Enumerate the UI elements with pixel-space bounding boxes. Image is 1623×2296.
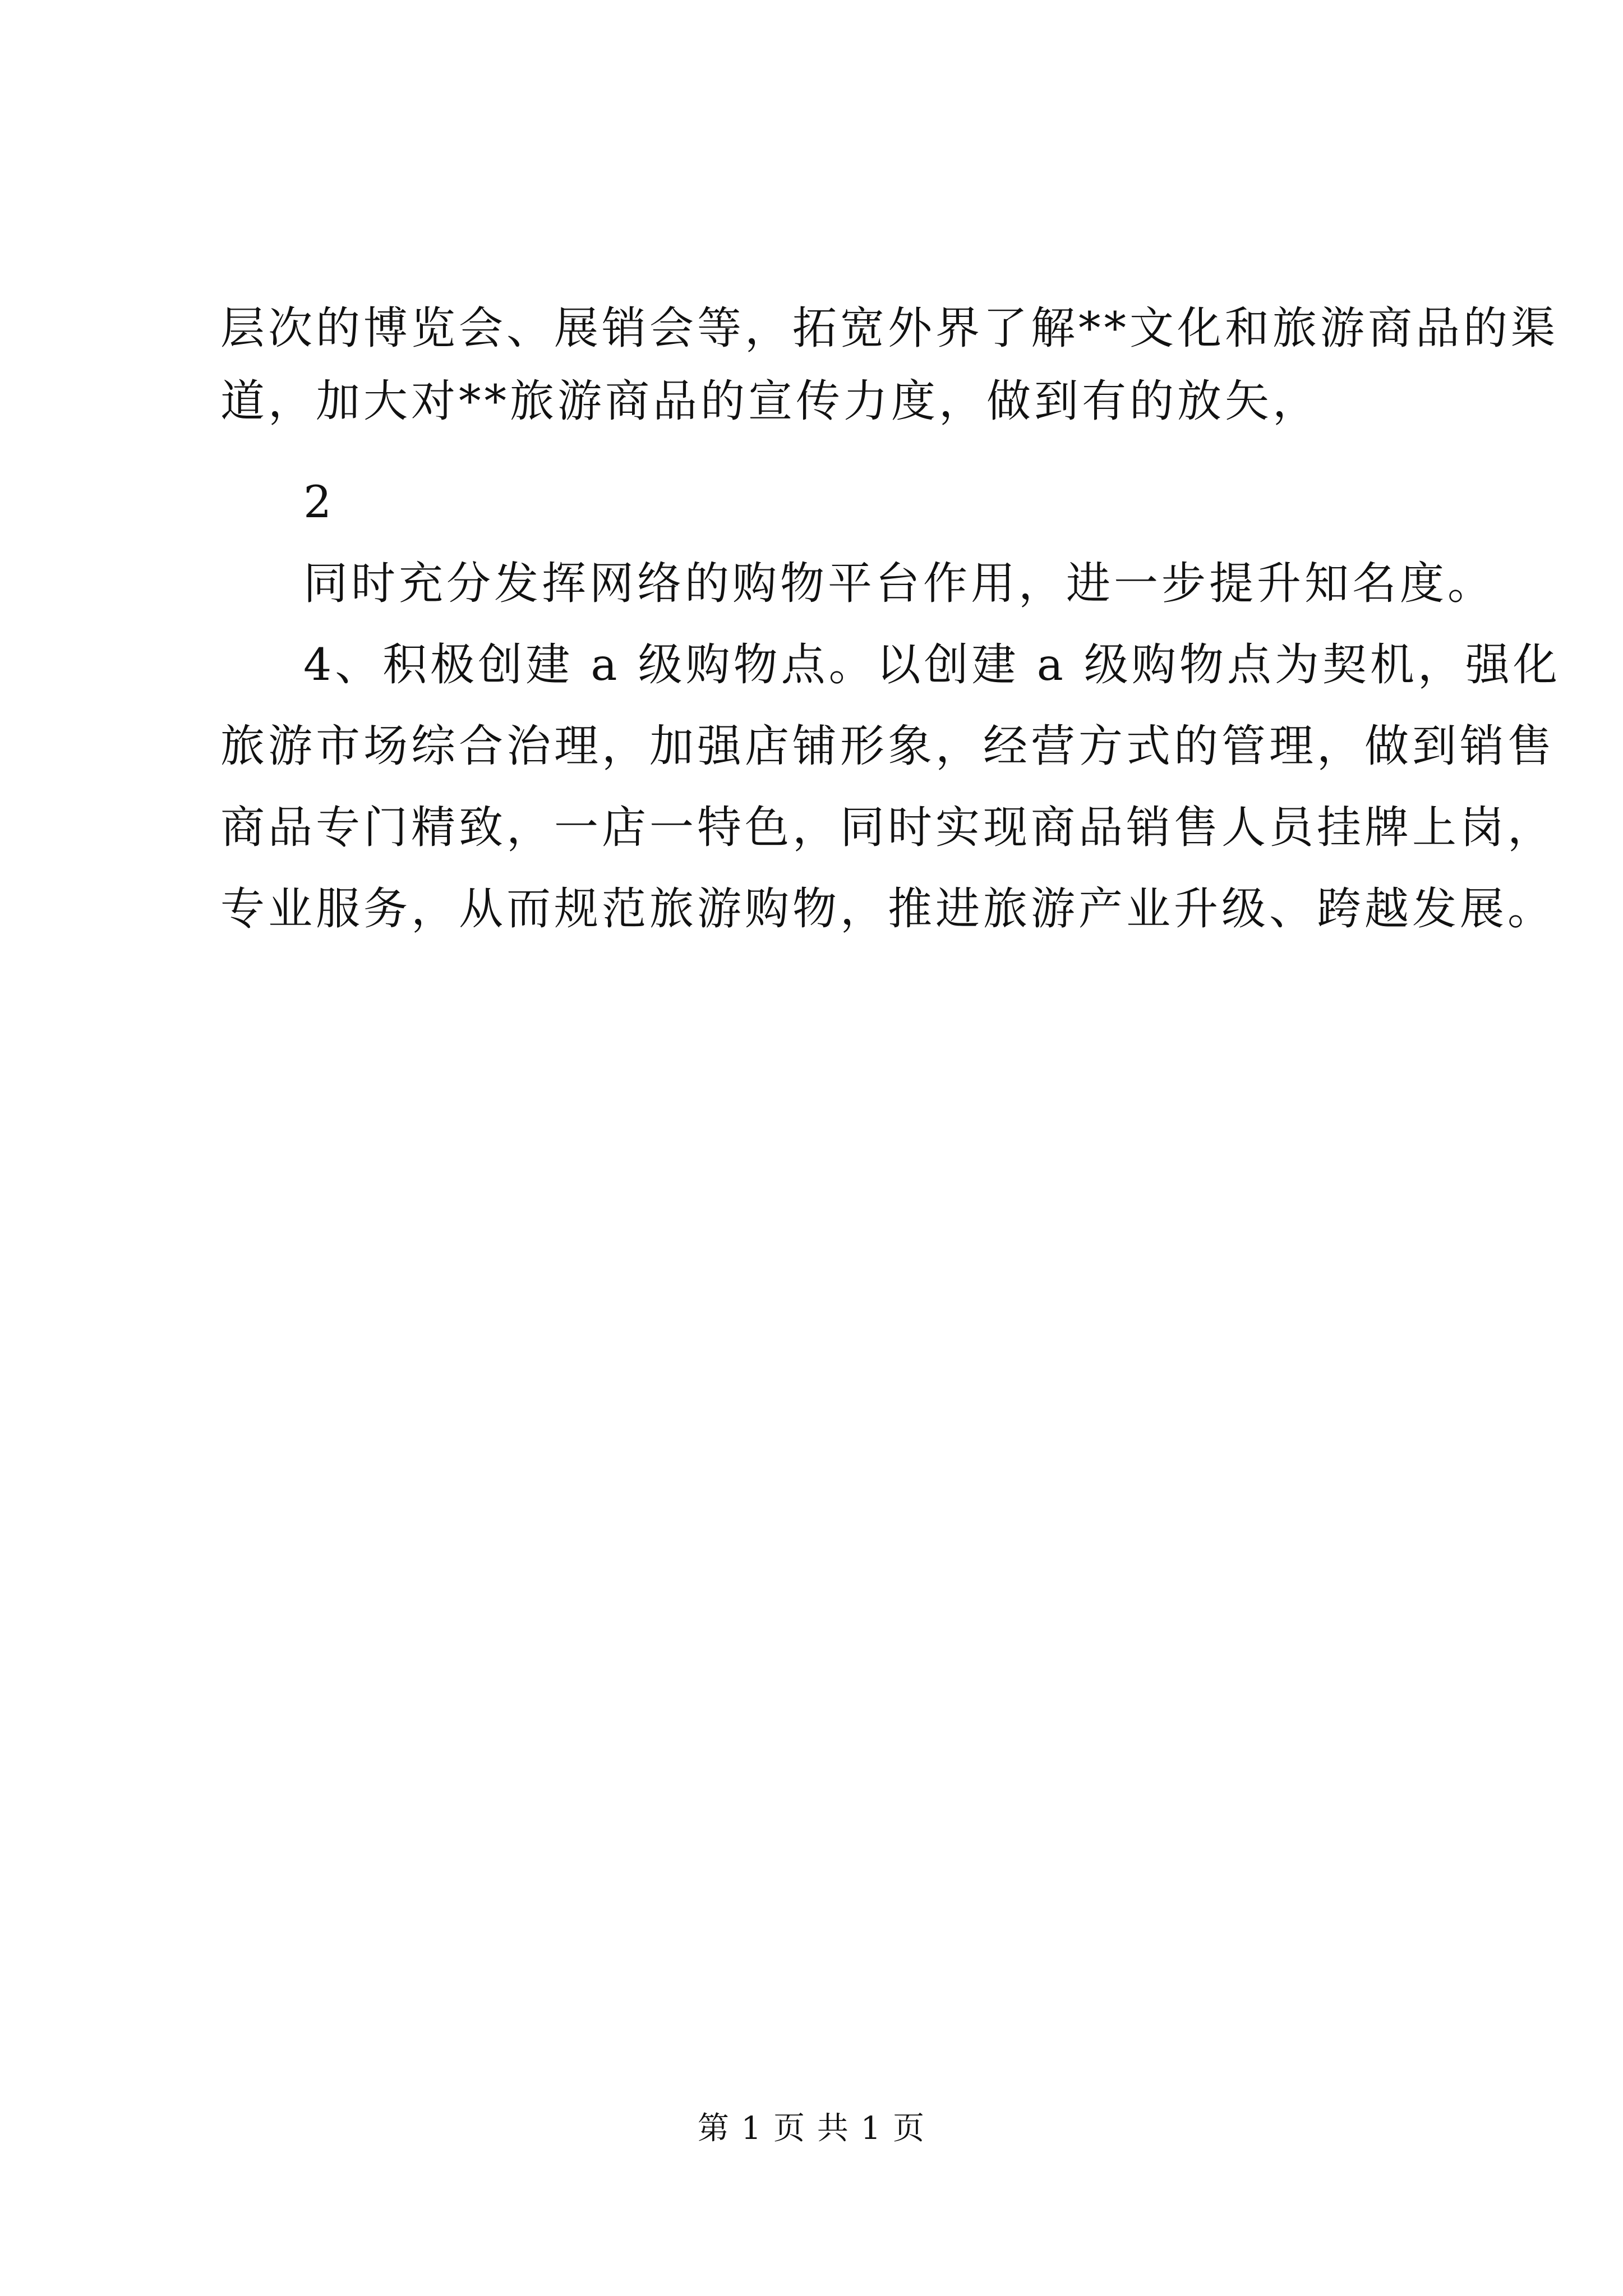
paragraph-line: 同时充分发挥网络的购物平台作用，进一步提升知名度。 xyxy=(303,558,1495,609)
page-footer: 第 1 页 共 1 页 xyxy=(697,2110,926,2147)
paragraph-line: 商品专门精致，一店一特色，同时实现商品销售人员挂牌上岗， xyxy=(220,802,1555,853)
paragraph-line: 层次的博览会、展销会等，拓宽外界了解**文化和旅游商品的渠 xyxy=(220,302,1559,354)
paragraph-line: 道，加大对**旅游商品的宣传力度，做到有的放矢， xyxy=(220,375,1320,427)
paragraph-line: 旅游市场综合治理，加强店铺形象，经营方式的管理，做到销售 xyxy=(220,720,1555,772)
paragraph-line: 4、积极创建 a 级购物点。以创建 a 级购物点为契机，强化 xyxy=(303,639,1561,691)
paragraph-line: 专业服务，从而规范旅游购物，推进旅游产业升级、跨越发展。 xyxy=(220,883,1555,935)
page-marker: 2 xyxy=(303,476,335,528)
